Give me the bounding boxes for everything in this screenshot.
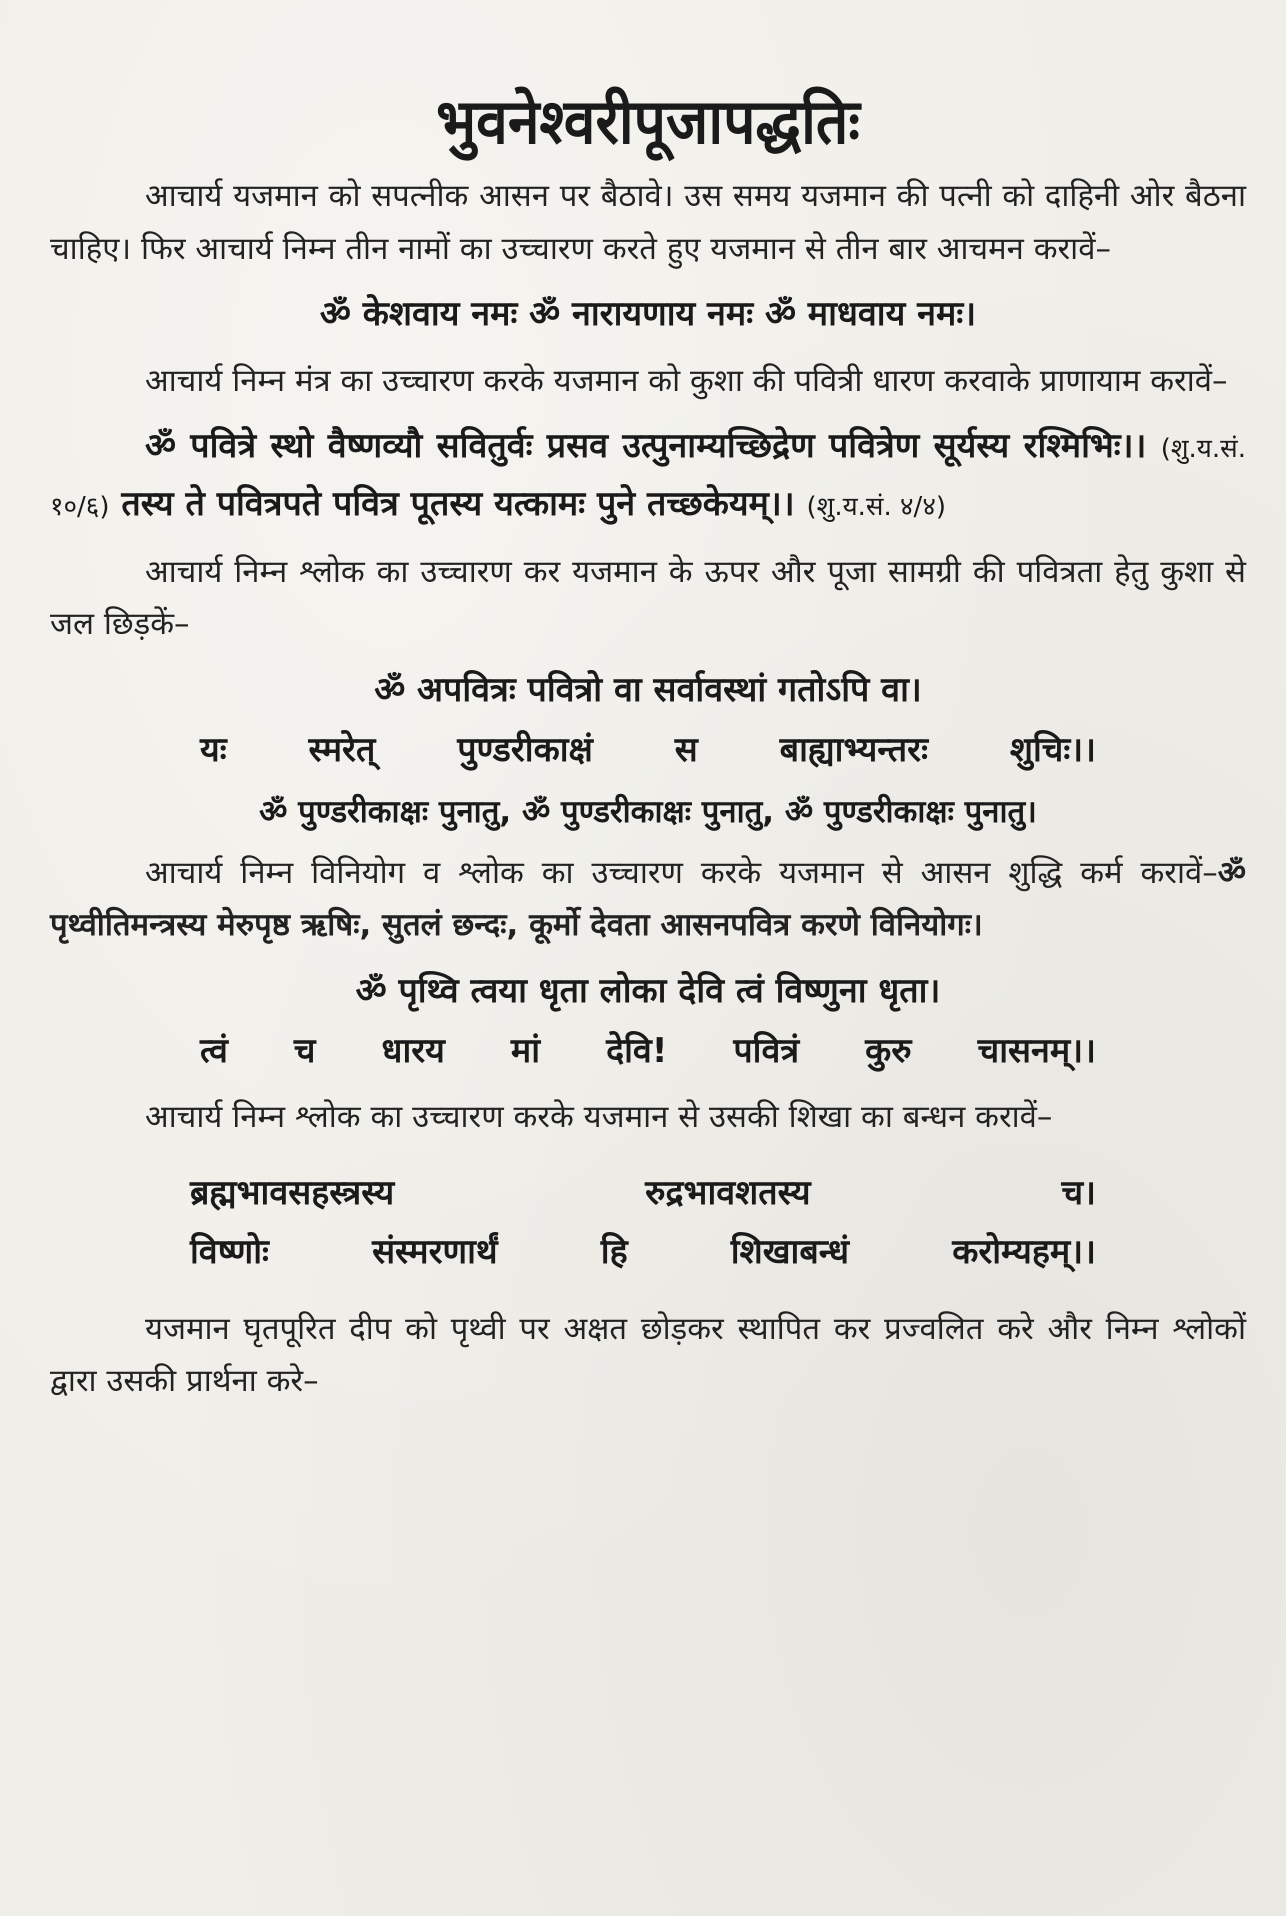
verse-prithvi — [50, 962, 1246, 1081]
mantra-pavitra — [50, 418, 1246, 534]
paragraph-jal-chhidkna: आचार्य निम्न श्लोक का उच्चारण कर यजमान के ऊपर और पूजा सामग्री की पवित्रता हेतु कुशा से जल छिड़कें– — [50, 553, 1246, 643]
mantra-pavitra-part1: ॐ पवित्रे स्थो वैष्णव्यौ सवितुर्वः प्रसव उत्पुनाम्यच्छिद्रेण पवित्रेण सूर्यस्य रश्मिभिः।। — [145, 426, 1147, 467]
page-title: भुवनेश्वरीपूजापद्धतिः — [436, 85, 860, 158]
verse-line: ॐ पृथ्वि त्वया धृता लोका देवि त्वं विष्णुना धृता। — [355, 971, 941, 1012]
verse-apavitra — [50, 661, 1246, 780]
mantra-pavitra-part2: तस्य ते पवित्रपते पवित्र पूतस्य यत्कामः पुने तच्छकेयम्।। — [121, 483, 795, 524]
paragraph-deepa-sthapana: यजमान घृतपूरित दीप को पृथ्वी पर अक्षत छोड़कर स्थापित कर प्रज्वलित करे और निम्न श्लोकों द्वारा उसकी प्रार्थना करे– — [50, 1310, 1246, 1400]
viniyoga-text: ॐ पृथ्वीतिमन्त्रस्य मेरुपृष्ठ ऋषिः, सुतलं छन्दः, कूर्मो देवता आसनपवित्र करणे विनियोगः। — [50, 854, 1246, 944]
paragraph-asana-shuddhi — [50, 847, 1246, 952]
verse-shikha — [50, 1164, 1246, 1283]
reference-citation-1: (शु.य.सं. १०/६) — [50, 434, 1246, 522]
mantra-achamana: ॐ केशवाय नमः ॐ नारायणाय नमः ॐ माधवाय नमः। — [319, 293, 977, 334]
pundarika-invocation: ॐ पुण्डरीकाक्षः पुनातु, ॐ पुण्डरीकाक्षः पुनातु, ॐ पुण्डरीकाक्षः पुनातु। — [259, 794, 1037, 831]
verse-line: यः स्मरेत् पुण्डरीकाक्षं स बाह्याभ्यन्तरः शुचिः।। — [200, 729, 1096, 770]
verse-line: ब्रह्मभावसहस्त्रस्य रुद्रभावशतस्य च। — [190, 1172, 1096, 1213]
paragraph-pavitri: आचार्य निम्न मंत्र का उच्चारण करके यजमान को कुशा की पवित्री धारण करवाके प्राणायाम करावें– — [145, 363, 1228, 400]
paragraph-shikha-bandhan: आचार्य निम्न श्लोक का उच्चारण करके यजमान से उसकी शिखा का बन्धन करावें– — [145, 1099, 1053, 1136]
paragraph-acharya-asana: आचार्य यजमान को सपत्नीक आसन पर बैठावे। उस समय यजमान की पत्नी को दाहिनी ओर बैठना चाहिए। फिर आचार्य निम्न तीन नामों का उच्चारण करते हुए यजमान से तीन बार आचमन करावें– — [50, 178, 1246, 267]
asana-shuddhi-instruction: आचार्य निम्न विनियोग व श्लोक का उच्चारण करके यजमान से आसन शुद्धि कर्म करावें– — [145, 854, 1218, 891]
verse-line: ॐ अपवित्रः पवित्रो वा सर्वावस्थां गतोऽपि वा। — [374, 670, 922, 711]
verse-line: विष्णोः संस्मरणार्थं हि शिखाबन्धं करोम्यहम्।। — [190, 1232, 1096, 1273]
verse-line: त्वं च धारय मां देवि! पवित्रं कुरु चासनम्।। — [200, 1030, 1096, 1071]
reference-citation-2: (शु.य.सं. ४/४) — [806, 491, 946, 522]
